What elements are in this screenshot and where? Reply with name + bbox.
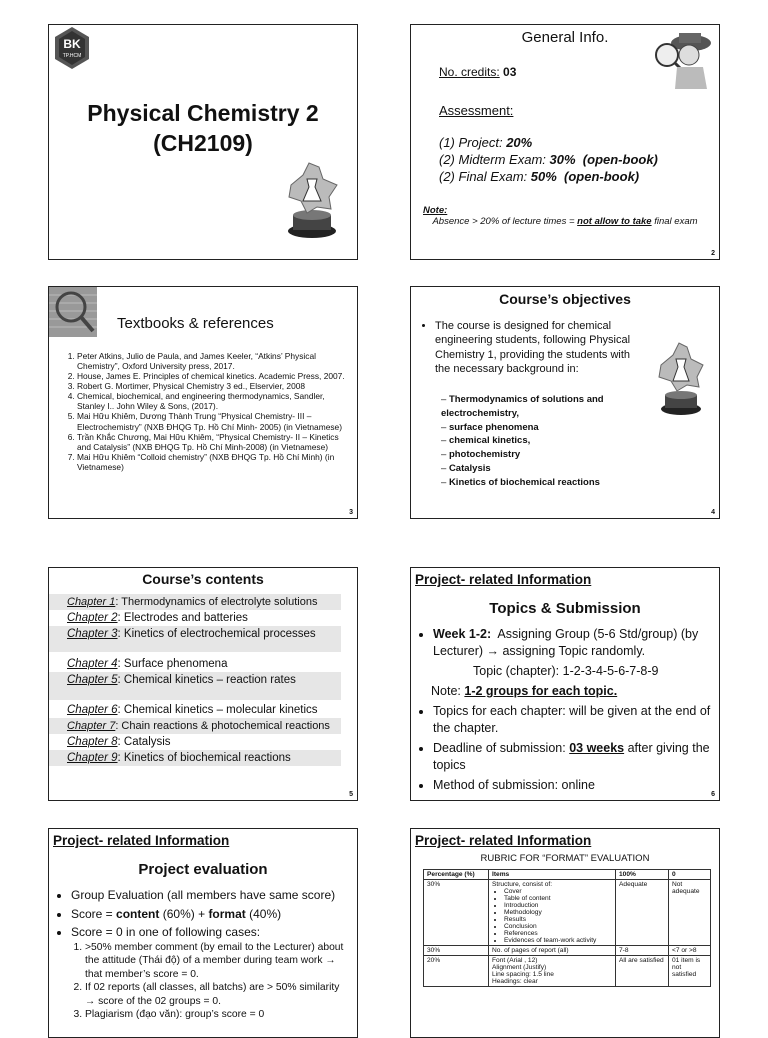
assessment-item: (2) Midterm Exam: 30% (open-book) xyxy=(439,151,658,167)
table-header-row: Percentage (%) Items 100% 0 xyxy=(424,870,711,880)
puzzle-flask-image xyxy=(653,339,709,424)
chapter-row: Chapter 2: Electrodes and batteries xyxy=(67,612,248,624)
slide8-header: Project- related Information xyxy=(415,833,592,848)
chapter-row: Chapter 4: Surface phenomena xyxy=(67,658,228,670)
note-label: Note: xyxy=(423,205,448,216)
slide2-title: General Info. xyxy=(521,29,609,46)
credits-value: 03 xyxy=(503,65,517,79)
table-row: 30% No. of pages of report (all) 7-8 <7 or >8 xyxy=(424,946,711,956)
slide6-header: Project- related Information xyxy=(415,572,592,587)
reference-item: 2. House, James E. Principles of chemical kinetics. Academic Press, 2007. xyxy=(77,371,351,381)
puzzle-flask-image xyxy=(279,157,345,246)
structure-list: • Cover • Table of content • Introduction • Methodology • Results • Conclusion • References • Evidences of team-work activity xyxy=(492,888,612,944)
chapter-row: Chapter 7: Chain reactions & photochemical reactions xyxy=(49,718,341,734)
contents-list xyxy=(49,594,341,766)
slide7-header: Project- related Information xyxy=(53,833,230,848)
detective-icon xyxy=(651,27,715,91)
chapter-row: Chapter 5: Chemical kinetics – reaction rates xyxy=(49,672,341,700)
objectives-topics xyxy=(427,393,651,489)
case-item: 2. If 02 reports (all classes, all batchs) are > 50% similarity → score of the 02 groups = 0. xyxy=(85,981,349,1008)
objective-item: – Thermodynamics of solutions and electrochemistry, xyxy=(441,393,651,421)
slide6-subtitle: Topics & Submission xyxy=(489,600,641,617)
slide-8 xyxy=(410,828,720,1038)
rubric-title: RUBRIC FOR “FORMAT” EVALUATION xyxy=(480,853,650,864)
rubric-table xyxy=(423,869,711,987)
slide-1 xyxy=(48,24,358,260)
slide-4 xyxy=(410,286,720,519)
submission-list xyxy=(415,626,713,660)
objective-item: – chemical kinetics, xyxy=(441,434,651,448)
assessment-item: (1) Project: 20% xyxy=(439,135,533,150)
evaluation-list xyxy=(53,886,351,942)
credits-label: No. credits: xyxy=(439,65,500,79)
bk-logo xyxy=(49,25,95,81)
objectives-intro: • The course is designed for chemical engineering students, following Physical Chemistry 1, providing the students with the necessary background in: xyxy=(435,319,645,376)
page-number: 4 xyxy=(711,509,715,516)
page-number: 5 xyxy=(349,791,353,798)
detective-magnifier-image xyxy=(651,27,715,96)
absence-note: Note: Absence > 20% of lecture times = not allow to take final exam xyxy=(423,205,698,227)
objectives-list xyxy=(417,319,645,376)
credits-line xyxy=(439,65,516,79)
slide-2 xyxy=(410,24,720,260)
slide5-title: Course’s contents xyxy=(142,571,264,587)
evaluation-item: • Group Evaluation (all members have same score) xyxy=(71,886,351,905)
reference-item: 5. Mai Hữu Khiêm, Dương Thành Trung “Physical Chemistry- III – Electrochemistry” (NXB ĐHQG Tp. Hồ Chí Minh- 2005) (in Vietnamese) xyxy=(77,411,351,431)
slide3-title: Textbooks & references xyxy=(117,315,274,332)
reference-list xyxy=(55,351,351,472)
puzzle-flask-icon xyxy=(279,157,345,241)
topic-line: Topic (chapter): 1-2-3-4-5-6-7-8-9 xyxy=(473,664,659,678)
topics-item: • Topics for each chapter: will be given at the end of the chapter. xyxy=(433,703,713,737)
slide1-title xyxy=(49,99,357,159)
case-item: 3. Plagiarism (đạo văn): group’s score = 0 xyxy=(85,1008,349,1021)
objective-item: – photochemistry xyxy=(441,448,651,462)
objective-item: – Kinetics of biochemical reactions xyxy=(441,476,651,490)
reference-item: 3. Robert G. Mortimer, Physical Chemistry 3 ed., Elservier, 2008 xyxy=(77,381,351,391)
slide-5 xyxy=(48,567,358,801)
page-number: 3 xyxy=(349,509,353,516)
chapter-row: Chapter 3: Kinetics of electrochemical processes xyxy=(49,626,341,652)
groups-note: Note: 1-2 groups for each topic. xyxy=(431,684,618,698)
evaluation-item: • Score = 0 in one of following cases: xyxy=(71,923,351,942)
magnifier-icon xyxy=(49,287,99,339)
magnifier-decoration xyxy=(49,287,99,344)
assessment-label: Assessment: xyxy=(439,103,514,118)
course-title: Physical Chemistry 2 xyxy=(87,100,319,126)
method-item: • Method of submission: online xyxy=(433,777,713,794)
chapter-row: Chapter 8: Catalysis xyxy=(67,736,171,748)
week-item: • Week 1-2: Assigning Group (5-6 Std/group) (by Lecturer) → assigning Topic randomly. xyxy=(433,626,713,660)
objective-item: – surface phenomena xyxy=(441,421,651,435)
deadline-item: • Deadline of submission: 03 weeks after giving the topics xyxy=(433,740,713,774)
reference-item: 7. Mai Hữu Khiêm “Colloid chemistry” (NXB ĐHQG Tp. Hồ Chí Minh) (in Vietnamese) xyxy=(77,452,351,472)
slide7-subtitle: Project evaluation xyxy=(138,861,268,878)
chapter-row: Chapter 6: Chemical kinetics – molecular kinetics xyxy=(67,704,318,716)
reference-item: 4. Chemical, biochemical, and engineering thermodynamics, Sandler, Stanley I.. John Wiley & Sons, (2017). xyxy=(77,391,351,411)
page-number: 6 xyxy=(711,791,715,798)
slide-7 xyxy=(48,828,358,1038)
reference-item: 6. Trần Khắc Chương, Mai Hữu Khiêm, “Physical Chemistry- II – Kinetics and Catalysis” (NXB ĐHQG Tp. Hồ Chí Minh-2008) (in Vietnamese) xyxy=(77,432,351,452)
assessment-list xyxy=(439,135,658,186)
reference-item: 1. Peter Atkins, Julio de Paula, and James Keeler, “Atkins’ Physical Chemistry”, Oxford University press, 2017. xyxy=(77,351,351,371)
table-row: 30% Structure, consist of: • Cover • Table of content • Introduction • Methodology • Results • Conclusion • References • Evidences of team-work activity Adequate Not adequate xyxy=(424,880,711,946)
evaluation-item: • Score = content (60%) + format (40%) xyxy=(71,905,351,924)
slide4-title: Course’s objectives xyxy=(499,291,631,307)
page-number: 2 xyxy=(711,250,715,257)
assessment-item: (2) Final Exam: 50% (open-book) xyxy=(439,168,640,184)
bk-logo-subtext: TP.HCM xyxy=(62,53,82,59)
puzzle-flask-icon xyxy=(653,339,709,419)
bk-logo-text: BK xyxy=(63,37,81,51)
zero-score-cases xyxy=(67,941,349,1021)
case-item: 1. >50% member comment (by email to the Lecturer) about the attitude (Thái độ) of a member during team work → that member’s score = 0. xyxy=(85,941,349,981)
course-code: (CH2109) xyxy=(153,129,253,156)
slide-3 xyxy=(48,286,358,519)
objective-item: – Catalysis xyxy=(441,462,651,476)
submission-list-2 xyxy=(415,703,713,793)
chapter-row: Chapter 1: Thermodynamics of electrolyte solutions xyxy=(49,594,341,610)
slide-6 xyxy=(410,567,720,801)
table-row: 20% Font (Arial , 12) Alignment (Justify) Line spacing: 1.5 line Headings: clear All are satisfied 01 item is not satisfied xyxy=(424,956,711,987)
chapter-row: Chapter 9: Kinetics of biochemical reactions xyxy=(49,750,341,766)
